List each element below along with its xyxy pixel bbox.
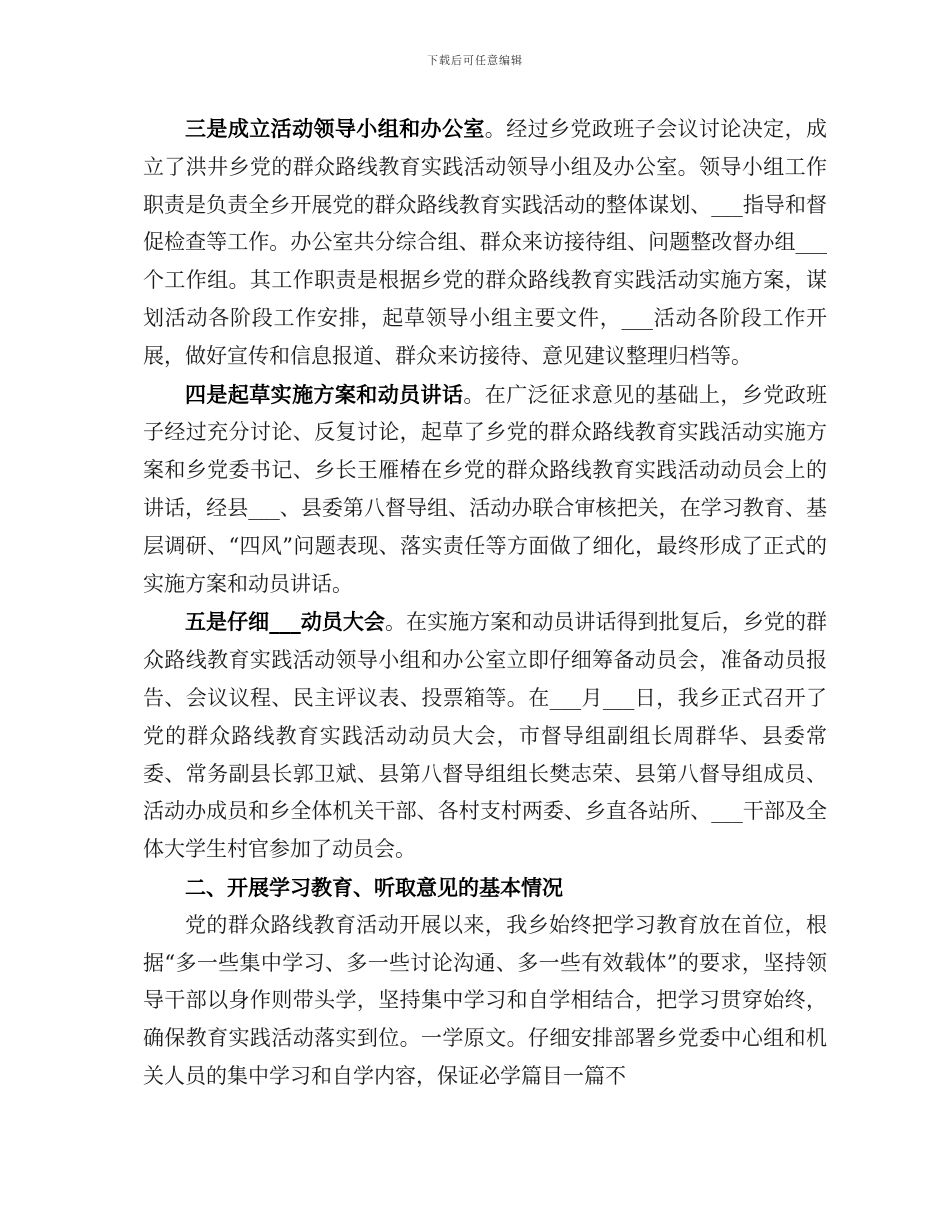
page-header-note: 下载后可任意编辑 xyxy=(427,54,523,67)
paragraph-study-education: 党的群众路线教育活动开展以来，我乡始终把学习教育放在首位，根据“多一些集中学习、多一些讨论沟通、多一些有效载体”的要求，坚持领导干部以身作则带头学，坚持集中学习和自学相结合，把学习贯穿始终，确保教育实践活动落实到位。一学原文。仔细安排部署乡党委中心组和机关人员的集中学习和自学内容，保证必学篇目一篇不 xyxy=(143,912,827,1088)
paragraph-implementation-plan xyxy=(143,376,827,604)
paragraph-lead: 五是仔细___动员大会 xyxy=(185,609,385,635)
paragraph-text: 。经过乡党政班子会议讨论决定，成立了洪井乡党的群众路线教育实践活动领导小组及办公室。领导小组工作职责是负责全乡开展党的群众路线教育实践活动的整体谋划、___指导和督促检查等工作。办公室共分综合组、群众来访接待组、问题整改督办组___个工作组。其工作职责是根据乡党的群众路线教育实践活动实施方案，谋划活动各阶段工作安排，起草领导小组主要文件，___活动各阶段工作开展，做好宣传和信息报道、群众来访接待、意见建议整理归档等。 xyxy=(143,117,828,368)
paragraph-lead: 四是起草实施方案和动员讲话 xyxy=(185,381,464,407)
section-heading: 二、开展学习教育、听取意见的基本情况 xyxy=(185,874,563,900)
document-body xyxy=(143,110,827,1096)
paragraph-lead: 三是成立活动领导小组和办公室 xyxy=(185,116,485,141)
paragraph-text: 。在广泛征求意见的基础上，乡党政班子经过充分讨论、反复讨论，起草了乡党的群众路线教育实践活动实施方案和乡党委书记、乡长王雁椿在乡党的群众路线教育实践活动动员会上的讲话，经县___、县委第八督导组、活动办联合审核把关，在学习教育、基层调研、“四风”问题表现、落实责任等方面做了细化，最终形成了正式的实施方案和动员讲话。 xyxy=(143,382,828,596)
paragraph-text: 。在实施方案和动员讲话得到批复后，乡党的群众路线教育实践活动领导小组和办公室立即仔细筹备动员会，准备动员报告、会议议程、民主评议表、投票箱等。在___月___日，我乡正式召开了党的群众路线教育实践活动动员大会，市督导组副组长周群华、县委常委、常务副县长郭卫斌、县第八督导组组长樊志荣、县第八督导组成员、活动办成员和乡全体机关干部、各村支村两委、乡直各站所、___干部及全体大学生村官参加了动员会。 xyxy=(143,610,828,862)
paragraph-mobilization-meeting xyxy=(143,603,827,869)
paragraph-leadership-group xyxy=(143,110,827,376)
